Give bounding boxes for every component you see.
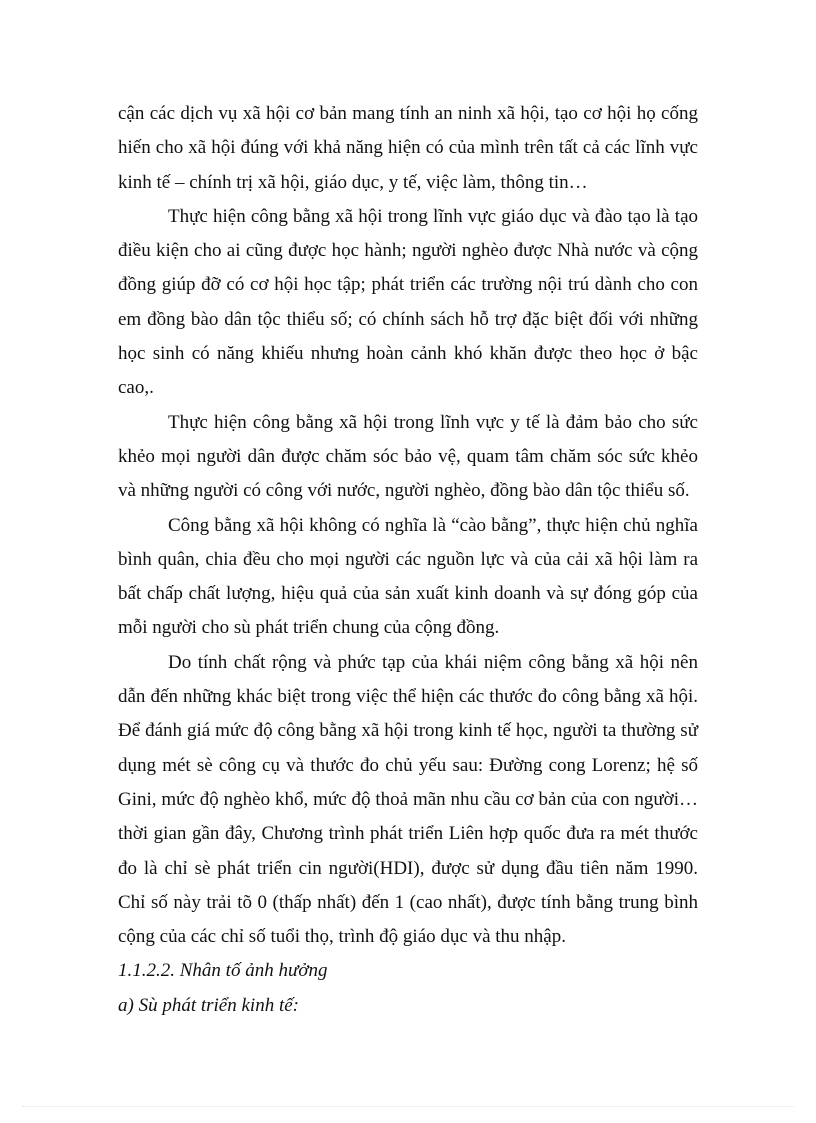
section-heading: 1.1.2.2. Nhân tố ảnh hưởng (118, 960, 328, 982)
subsection-heading: a) Sù phát triển kinh tế: (118, 994, 299, 1016)
paragraph-education-equity: Thực hiện công bằng xã hội trong lĩnh vực giáo dục và đào tạo là tạo điều kiện cho ai cũng được học hành; người nghèo được Nhà nước và cộng đồng giúp đỡ có cơ hội học tập; phát triển các trường nội trú dành cho con em đồng bào dân tộc thiểu số; có chính sách hỗ trợ đặc biệt đối với những học sinh có năng khiếu nhưng hoàn cảnh khó khăn được theo học ở bậc cao,. (118, 205, 698, 399)
paragraph-continuation: cận các dịch vụ xã hội cơ bản mang tính an ninh xã hội, tạo cơ hội họ cống hiến cho xã hội đúng với khả năng hiện có của mình trên tất cả các lĩnh vực kinh tế – chính trị xã hội, giáo dục, y tế, việc làm, thông tin… (118, 103, 698, 193)
page-bottom-divider (22, 1106, 794, 1107)
paragraph-not-levelling: Công bằng xã hội không có nghĩa là “cào bằng”, thực hiện chủ nghĩa bình quân, chia đều cho mọi người các nguồn lực và của cải xã hội làm ra bất chấp chất lượng, hiệu quả của sản xuất kinh doanh và sự đóng góp của mỗi người cho sù phát triển chung của cộng đồng. (118, 514, 698, 639)
paragraph-equity-measures: Do tính chất rộng và phức tạp của khái niệm công bằng xã hội nên dẫn đến những khác biệt trong việc thể hiện các thước đo công bằng xã hội. Để đánh giá mức độ công bằng xã hội trong kinh tế học, người ta thường sử dụng mét sè công cụ và thước đo chủ yếu sau: Đường cong Lorenz; hệ số Gini, mức độ nghèo khổ, mức độ thoả mãn nhu cầu cơ bản của con người…thời gian gần đây, Chương trình phát triển Liên hợp quốc đưa ra mét thước đo là chỉ sè phát triển cin người(HDI), được sử dụng đầu tiên năm 1990. Chỉ số này trải tõ 0 (thấp nhất) đến 1 (cao nhất), được tính bằng trung bình cộng của các chỉ số tuổi thọ, trình độ giáo dục và thu nhập. (118, 651, 698, 948)
document-body (118, 97, 698, 1023)
paragraph-health-equity: Thực hiện công bằng xã hội trong lĩnh vực y tế là đảm bảo cho sức khẻo mọi người dân được chăm sóc bảo vệ, quam tâm chăm sóc sức khẻo và những người có công với nước, người nghèo, đồng bào dân tộc thiểu số. (118, 411, 698, 502)
